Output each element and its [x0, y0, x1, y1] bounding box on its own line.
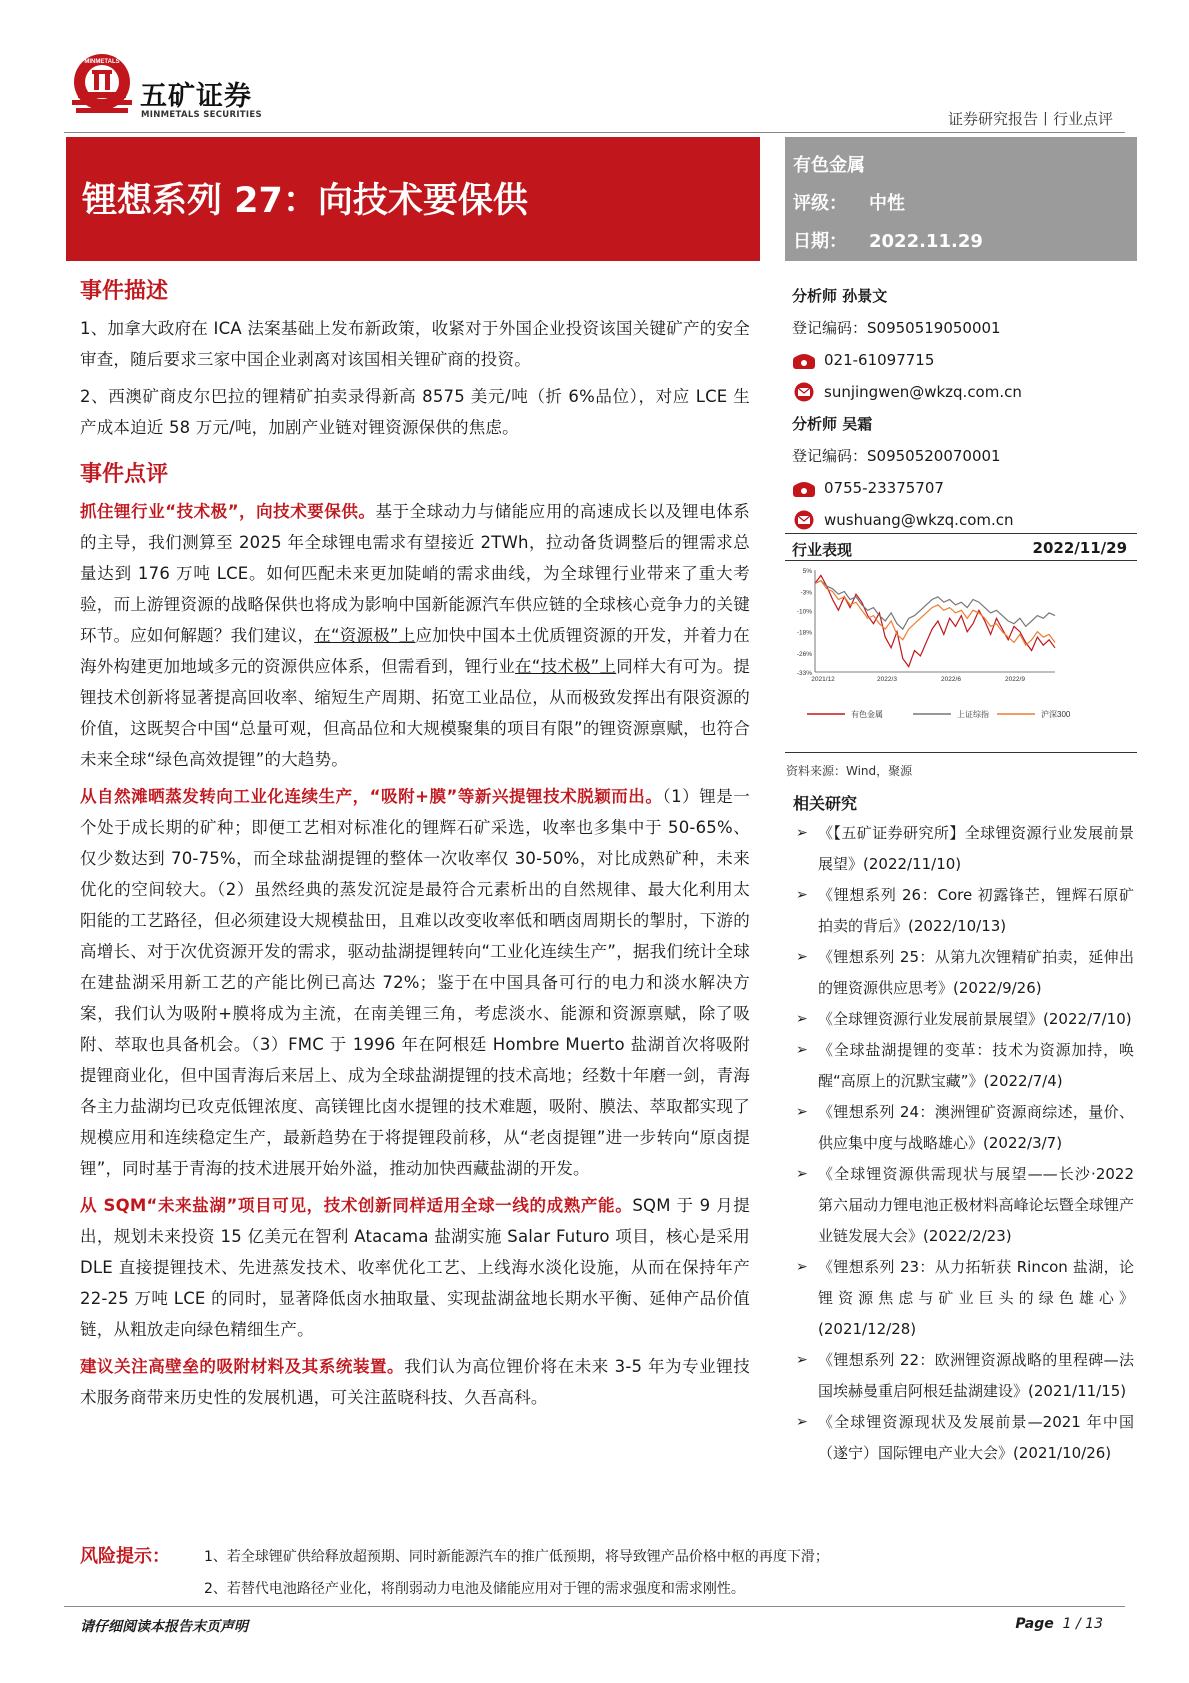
paragraph-text: 应加快中国本土优质锂资源的开发，并着力在海外构建更加地域多元的资源供应体系，但需看到，锂行业 — [80, 626, 751, 676]
header-divider — [64, 132, 1125, 133]
brand-name-cn: 五矿证券 — [140, 81, 252, 112]
analyst-email-row[interactable] — [792, 504, 1134, 536]
brand-name-en: MINMETALS SECURITIES — [141, 110, 262, 120]
paragraph-lead: 从 SQM“未来盐湖”项目可见，技术创新同样适用全球一线的成熟产能。 — [80, 1196, 633, 1215]
phone-icon — [792, 350, 816, 370]
related-research-item[interactable]: ➢ 《【五矿证券研究所】全球锂资源行业发展前景展望》(2022/11/10) — [796, 818, 1134, 880]
sector: 有色金属 — [793, 155, 865, 176]
related-research-item[interactable]: ➢ 《锂想系列 26：Core 初露锋芒，锂辉石原矿拍卖的背后》(2022/10/13) — [796, 880, 1134, 942]
page-title: 锂想系列 27：向技术要保供 — [82, 181, 528, 221]
paragraph-lead: 从自然滩晒蒸发转向工业化连续生产，“吸附+膜”等新兴提锂技术脱颖而出。 — [80, 787, 663, 806]
analyst-email[interactable]: sunjingwen@wkzq.com.cn — [824, 383, 1022, 401]
analyst-phone: 021-61097715 — [824, 351, 935, 369]
rating-value: 中性 — [869, 193, 905, 214]
legend-label: 沪深300 — [1041, 710, 1071, 719]
y-tick-label: -3% — [800, 589, 812, 597]
report-type: 证券研究报告丨行业点评 — [947, 110, 1113, 128]
comment-paragraph-4 — [80, 1351, 750, 1413]
chart-source: 资料来源：Wind，聚源 — [786, 764, 913, 778]
risk-item: 2、若替代电池路径产业化，将削弱动力电池及储能应用对于锂的需求强度和需求刚性。 — [204, 1581, 745, 1597]
page-count: 1 / 13 — [1062, 1616, 1103, 1632]
comment-paragraph-1 — [80, 496, 750, 775]
title-band — [66, 137, 760, 261]
event-item-1: 1、加拿大政府在 ICA 法案基础上发布新政策，收紧对于外国企业投资该国关键矿产的安全审查，随后要求三家中国企业剥离对该国相关锂矿商的投资。 — [80, 319, 750, 369]
y-tick-label: -33% — [796, 670, 812, 677]
related-research-item[interactable]: ➢ 《锂想系列 23：从力拓斩获 Rincon 盐湖，论锂资源焦虑与矿业巨头的绿色雄心》(2021/12/28) — [796, 1252, 1134, 1345]
related-research-item[interactable]: ➢ 《锂想系列 25：从第九次锂精矿拍卖，延伸出的锂资源供应思考》(2022/9/26) — [796, 942, 1134, 1004]
main-column — [80, 274, 750, 1413]
perf-date: 2022/11/29 — [1032, 539, 1127, 557]
rating-row — [793, 189, 905, 215]
x-tick-label: 2022/3 — [877, 676, 897, 683]
risk-label: 风险提示： — [80, 1546, 170, 1567]
series-line-2 — [815, 581, 1055, 646]
logo-ring-text: MINMETALS — [84, 59, 120, 65]
date-label: 日期： — [793, 231, 847, 252]
email-icon — [792, 510, 816, 530]
x-tick-label: 2022/6 — [941, 676, 961, 683]
perf-bottom-rule — [785, 752, 1137, 753]
page-number — [1015, 1616, 1103, 1632]
analyst-phone-row — [792, 344, 1134, 376]
paragraph-lead: 建议关注高壁垒的吸附材料及其系统装置。 — [80, 1357, 405, 1376]
related-research-item[interactable]: ➢ 《锂想系列 22：欧洲锂资源战略的里程碑—法国埃赫曼重启阿根廷盐湖建设》(2021/11/15) — [796, 1345, 1134, 1407]
related-research-item[interactable]: ➢ 《全球锂资源行业发展前景展望》(2022/7/10) — [796, 1004, 1134, 1035]
analyst-phone: 0755-23375707 — [824, 479, 944, 497]
paragraph-text: SQM 于 9 月提出，规划未来投资 15 亿美元在智利 Atacama 盐湖实施 Salar Futuro 项目，核心是采用 DLE 直接提锂技术、先进蒸发技术、收率优化工艺、上线海水淡化设施，从而在保持年产 22-25 万吨 LCE 的同时，显著降低卤水抽取量、实现盐湖盆地长期水平衡、延伸产品价值链，从粗放走向绿色精细生产。 — [80, 1196, 750, 1339]
perf-mid-rule — [785, 560, 1137, 561]
comment-paragraph-3 — [80, 1190, 750, 1345]
industry-performance-chart — [785, 566, 1137, 744]
event-item-2: 2、西澳矿商皮尔巴拉的锂精矿拍卖录得新高 8575 美元/吨（折 6%品位），对应 LCE 生产成本迫近 58 万元/吨，加剧产业链对锂资源保供的焦虑。 — [80, 387, 750, 437]
x-tick-label: 2021/12 — [811, 676, 835, 683]
section-heading-event: 事件描述 — [80, 279, 169, 304]
analyst-reg: 登记编码：S0950520070001 — [792, 447, 1001, 465]
paragraph-text: 我们认为高位锂价将在未来 3-5 年为专业锂技术服务商带来历史性的发展机遇，可关注蓝晓科技、久吾高科。 — [80, 1357, 750, 1407]
minmetals-logo — [72, 52, 132, 116]
info-box — [785, 137, 1137, 261]
related-research-item[interactable]: ➢ 《全球锂资源供需现状与展望——长沙·2022 第六届动力锂电池正极材料高峰论坛暨全球锂产业链发展大会》(2022/2/23) — [796, 1159, 1134, 1252]
y-tick-label: -10% — [796, 608, 812, 616]
related-research-item[interactable]: ➢ 《全球锂资源现状及发展前景—2021 年中国（遂宁）国际锂电产业大会》(2021/10/26) — [796, 1407, 1134, 1469]
comment-paragraph-2 — [80, 781, 750, 1184]
related-research-item[interactable]: ➢ 《全球盐湖提锂的变革：技术为资源加持，唤醒“高原上的沉默宝藏”》(2022/7/4) — [796, 1035, 1134, 1097]
section-heading-comment: 事件点评 — [80, 462, 169, 487]
related-research-title: 相关研究 — [793, 794, 858, 813]
legend-label: 有色金属 — [851, 710, 883, 719]
paragraph-text: 同样大有可为。提锂技术创新将显著提高回收率、缩短生产周期、拓宽工业品位，从而极致发挥出有限资源的价值，这既契合中国“总量可观，但高品位和大规模聚集的项目有限”的锂资源禀赋，也符合未来全球“绿色高效提锂”的大趋势。 — [80, 657, 751, 769]
analyst-phone-row — [792, 472, 1134, 504]
risk-item: 1、若全球锂矿供给释放超预期、同时新能源汽车的推广低预期，将导致锂产品价格中枢的再度下滑； — [204, 1549, 829, 1565]
perf-title: 行业表现 — [792, 541, 853, 559]
page-label: Page — [1015, 1616, 1054, 1632]
paragraph-lead: 抓住锂行业“技术极”，向技术要保供。 — [80, 502, 376, 521]
legend-label: 上证综指 — [957, 710, 989, 719]
analyst-name: 分析师 吴霜 — [792, 415, 873, 433]
analyst-panel — [792, 280, 1134, 536]
paragraph-text: 基于全球动力与储能应用的高速成长以及锂电体系的主导，我们测算至 2025 年全球锂电需求有望接近 2TWh，拉动备货调整后的锂需求总量达到 176 万吨 LCE。如何匹配未来更加陡峭的需求曲线，为全球锂行业带来了重大考验，而上游锂资源的战略保供也将成为影响中国新能源汽车供应链的全球核心竞争力的关键环节。应如何解题？我们建议， — [80, 502, 750, 645]
rating-label: 评级： — [793, 193, 847, 214]
y-tick-label: -18% — [796, 629, 812, 637]
date-value: 2022.11.29 — [869, 231, 983, 252]
underlined-text: 在“资源极”上 — [314, 626, 416, 645]
footer-divider — [64, 1606, 1125, 1607]
y-tick-label: -26% — [796, 651, 812, 659]
email-icon — [792, 382, 816, 402]
x-tick-label: 2022/9 — [1005, 676, 1025, 683]
perf-top-rule — [785, 533, 1137, 534]
y-tick-label: 5% — [802, 568, 812, 575]
underlined-text: 在“技术极”上 — [514, 657, 617, 676]
analyst-name: 分析师 孙景文 — [792, 287, 888, 305]
date-row — [793, 227, 983, 253]
analyst-email[interactable]: wushuang@wkzq.com.cn — [824, 511, 1014, 529]
series-line-0 — [815, 575, 1055, 666]
analyst-email-row[interactable] — [792, 376, 1134, 408]
related-research-item[interactable]: ➢ 《锂想系列 24：澳洲锂矿资源商综述，量价、供应集中度与战略雄心》(2022/3/7) — [796, 1097, 1134, 1159]
phone-icon — [792, 478, 816, 498]
paragraph-text: （1）锂是一个处于成长期的矿种；即便工艺相对标准化的锂辉石矿采选，收率也多集中于 50-65%、仅少数达到 70-75%，而全球盐湖提锂的整体一次收率仅 30-50%，对比成熟矿种，未来优化的空间较大。（2）虽然经典的蒸发沉淀是最符合元素析出的自然规律、最大化利用太阳能的工艺路径，但必须建设大规模盐田，且难以改变收率低和晒卤周期长的掣肘，下游的高增长、对于次优资源开发的需求，驱动盐湖提锂转向“工业化连续生产”，据我们统计全球在建盐湖采用新工艺的产能比例已高达 72%；鉴于在中国具备可行的电力和淡水解决方案，我们认为吸附+膜将成为主流，在南美锂三角，考虑淡水、能源和资源禀赋，除了吸附、萃取也具备机会。（3）FMC 于 1996 年在阿根廷 Hombre Muerto 盐湖首次将吸附提锂商业化，但中国青海后来居上、成为全球盐湖提锂的技术高地；经数十年磨一剑，青海各主力盐湖均已攻克低锂浓度、高镁锂比卤水提锂的技术难题，吸附、膜法、萃取都实现了规模应用和连续稳定生产，最新趋势在于将提锂段前移，从“老卤提锂”进一步转向“原卤提锂”，同时基于青海的技术进展开始外溢，推动加快西藏盐湖的开发。 — [80, 787, 750, 1178]
related-research-list — [796, 818, 1134, 1469]
footer-disclaimer: 请仔细阅读本报告末页声明 — [80, 1619, 248, 1635]
analyst-reg: 登记编码：S0950519050001 — [792, 319, 1001, 337]
